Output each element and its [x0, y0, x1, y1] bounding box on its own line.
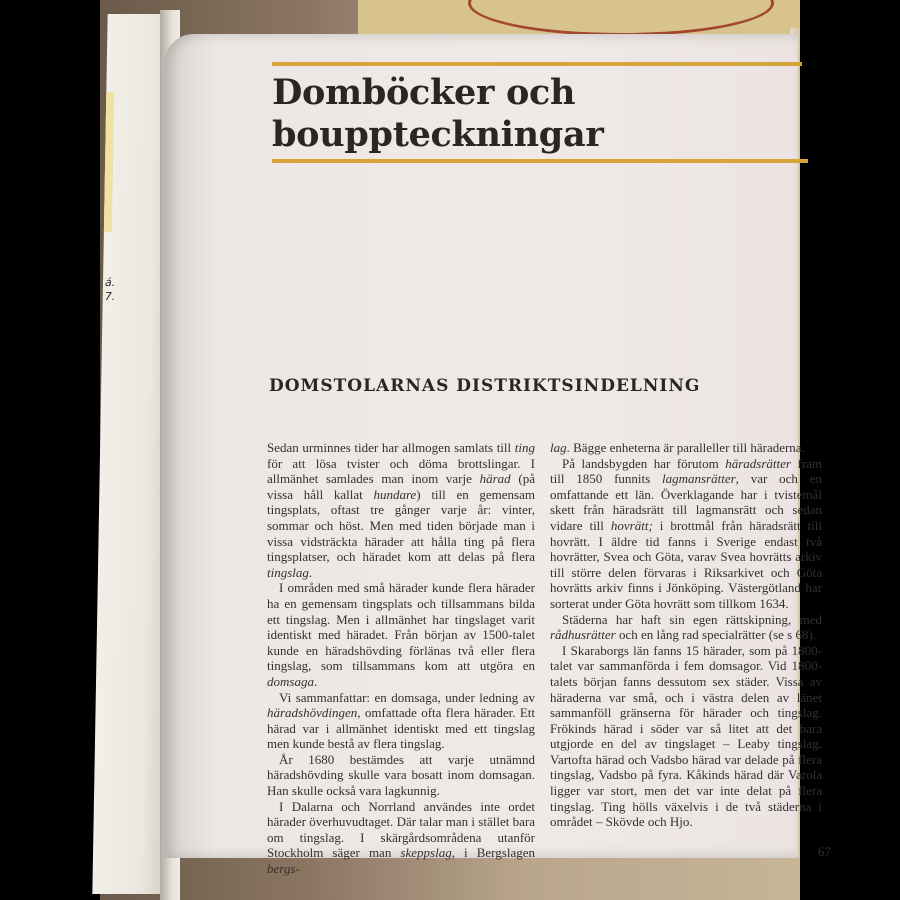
italic-term: hovrätt;: [610, 517, 653, 533]
italic-term: skeppslag: [400, 845, 452, 861]
body-paragraph: [550, 456, 822, 612]
italic-term: ting: [514, 440, 535, 455]
text-run: Sedan urminnes tider har allmogen samlats till: [267, 440, 515, 455]
text-run: Vi sammanfattar: en domsaga, under ledning av: [279, 689, 535, 705]
italic-term: rådhusrätter: [550, 627, 616, 643]
page-tab: [104, 92, 114, 232]
page-title: [272, 72, 792, 156]
page-number: 67: [818, 844, 831, 859]
right-page: [164, 34, 831, 877]
body-paragraph: [267, 440, 535, 580]
italic-term: häradshövdingen: [267, 705, 358, 721]
text-run: (på vissa håll kallat: [267, 471, 535, 502]
italic-term: lag: [550, 440, 567, 455]
title-line-1: Domböcker och: [272, 72, 576, 113]
body-paragraph: [267, 580, 535, 689]
title-rule-top: [272, 62, 802, 66]
body-paragraph: [267, 799, 535, 877]
text-run: för att lösa tvister och döma brottslingar. I allmänhet samlades man inom varje: [267, 455, 535, 487]
text-run: i brottmål från häradsrätt till hovrätt. I äldre tid fanns i Sverige endast två hovrätter, Svea och Göta, varav Svea hovrätts arkiv till större delen förvaras i Riksarkivet och Göta hovrätts arkiv finns i Jönköping. Västergötland har sorterat under Göta hovrätt som tillkom 1634.: [550, 517, 822, 611]
body-paragraph: [550, 643, 822, 830]
handwritten-line: 7.: [104, 290, 116, 303]
text-run: .: [308, 564, 313, 580]
body-paragraph: [550, 612, 822, 643]
text-run: Städerna har haft sin egen rättskipning, med: [562, 611, 822, 627]
handwritten-note: [105, 276, 135, 304]
body-paragraph: [550, 440, 822, 456]
text-run: ) till en gemensam tingsplats, oftast tre gånger varje år: vinter, sommar och höst. Men med tiden började man i vissa vidsträckta härader att hålla ting på flera tingsplatser, och häradet kom att delas på flera: [267, 486, 535, 565]
tablecloth: [358, 0, 800, 38]
italic-term: lagmansrätter: [662, 471, 736, 487]
book-photo: [100, 0, 831, 900]
body-paragraph: [267, 752, 535, 799]
text-run: I områden med små härader kunde flera härader ha en gemensam tingsplats och tillsammans bilda ett tingslag. Men i allmänhet har tingslaget varit identiskt med häradet. Från början av 1500-talet kunde en häradshövding förlänas två eller flera tingslag, som tillsammans kom att utgöra en: [267, 580, 535, 674]
text-run: I Skaraborgs län fanns 15 härader, som på 1800-talet var sammanförda i fem domsagor. Vid 1800-talets början fanns dessutom sex städer. Vissa av häraderna var små, och i västra delen av länet sammanföll gränserna för härader och tingslag. Frökinds härad i söder var så litet att det bara utgjorde en del av tingslaget – Leaby tingslag. Vartofta härad och Vadsbo härad var delade på flera tingslag, Vadsbo på fyra. Kåkinds härad där Varola ligger var stort, men det var inte delat på flera tingslag. Ting hölls växelvis i de två städerna i området – Skövde och Hjo.: [550, 642, 822, 830]
italic-term: hundare: [373, 486, 417, 502]
body-column-right: [550, 440, 822, 830]
body-column-left: [267, 440, 535, 877]
text-run: . Bägge enheterna är paralleller till häraderna.: [566, 440, 805, 455]
text-run: , omfattade ofta flera härader. Ett härad var i allmänhet identiskt med ett tingslag men kunde bestå av flera tingslag.: [267, 705, 535, 752]
handwritten-line: á.: [104, 276, 116, 289]
title-line-2: bouppteckningar: [272, 114, 604, 155]
text-run: fram till 1850 funnits: [550, 455, 822, 487]
italic-term: domsaga: [267, 673, 314, 689]
title-rule-bottom: [272, 159, 808, 163]
italic-term: härad: [479, 471, 511, 487]
italic-term: häradsrätter: [725, 455, 791, 471]
body-paragraph: [267, 690, 535, 752]
text-run: På landsbygden har förutom: [562, 455, 726, 471]
text-run: År 1680 bestämdes att varje utnämnd häradshövding skulle vara bosatt inom domsagan. Han skulle också vara lagkunnig.: [267, 751, 535, 799]
italic-term: tingslag: [267, 564, 309, 580]
tablecloth-pattern: [468, 0, 774, 36]
text-run: .: [313, 673, 318, 689]
text-run: och en lång rad specialrätter (se s 68).: [615, 627, 817, 643]
text-run: , i Bergslagen: [451, 845, 535, 861]
section-heading: DOMSTOLARNAS DISTRIKTSINDELNING: [269, 376, 701, 396]
text-run: I Dalarna och Norrland användes inte ordet härader överhuvudtaget. Där talar man i stället bara om tingslag. I skärgårdsområdena utanför Stockholm säger man: [267, 798, 535, 861]
italic-term: bergs-: [267, 861, 300, 877]
text-run: , var och en omfattande ett län. Överklagande har i tvistemål skett från häradsrätt till lagmansrätt och sedan vidare till: [550, 471, 822, 533]
